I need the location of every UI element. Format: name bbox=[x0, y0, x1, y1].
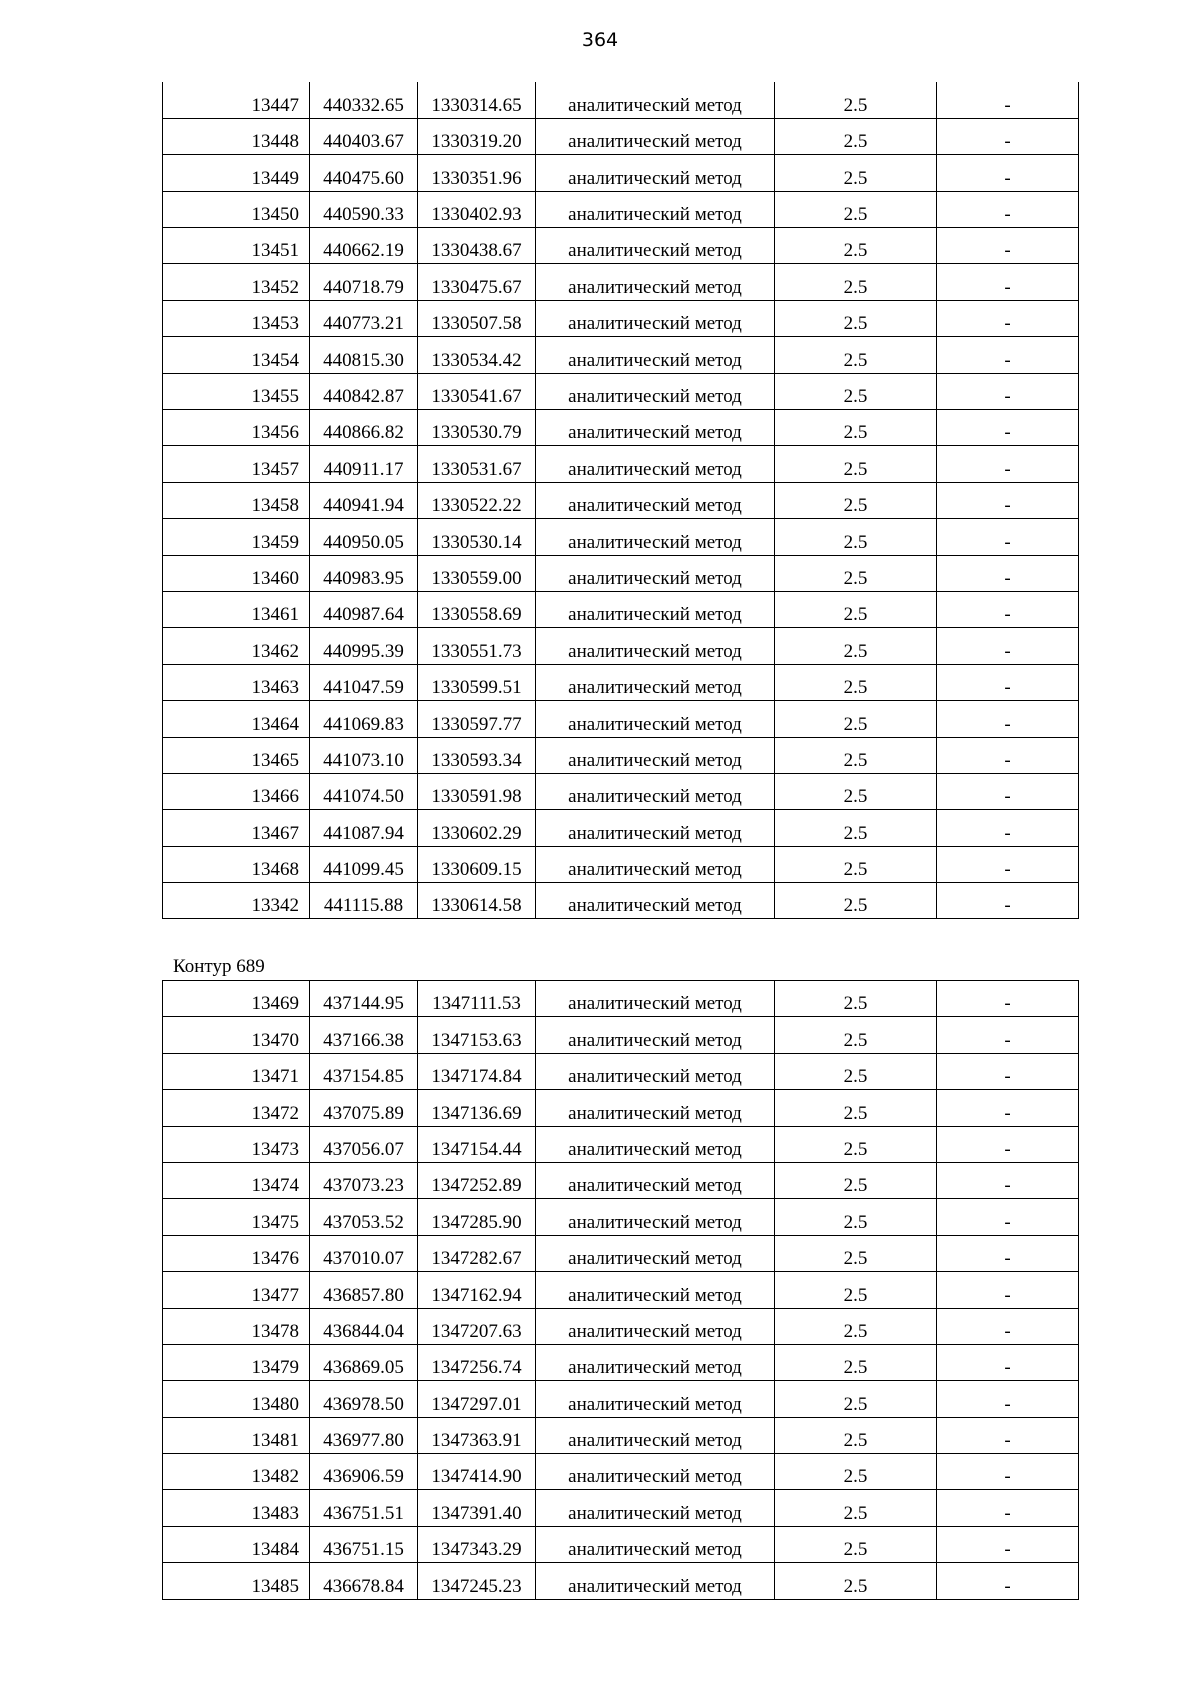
y-coordinate-cell: 1330475.67 bbox=[418, 264, 536, 300]
method-cell: аналитический метод bbox=[536, 1090, 775, 1126]
x-coordinate-cell: 440866.82 bbox=[310, 410, 418, 446]
accuracy-cell: 2.5 bbox=[775, 1308, 937, 1344]
method-cell: аналитический метод bbox=[536, 1126, 775, 1162]
x-coordinate-cell: 441073.10 bbox=[310, 737, 418, 773]
method-cell: аналитический метод bbox=[536, 846, 775, 882]
x-coordinate-cell: 441099.45 bbox=[310, 846, 418, 882]
method-cell: аналитический метод bbox=[536, 1272, 775, 1308]
accuracy-cell: 2.5 bbox=[775, 810, 937, 846]
accuracy-cell: 2.5 bbox=[775, 1090, 937, 1126]
x-coordinate-cell: 437166.38 bbox=[310, 1017, 418, 1053]
y-coordinate-cell: 1347111.53 bbox=[418, 981, 536, 1017]
dash-cell: - bbox=[937, 591, 1079, 627]
point-number-cell: 13459 bbox=[163, 519, 310, 555]
accuracy-cell: 2.5 bbox=[775, 664, 937, 700]
dash-cell: - bbox=[937, 264, 1079, 300]
dash-cell: - bbox=[937, 664, 1079, 700]
point-number-cell: 13485 bbox=[163, 1563, 310, 1599]
table-row bbox=[163, 300, 1079, 336]
x-coordinate-cell: 440842.87 bbox=[310, 373, 418, 409]
point-number-cell: 13457 bbox=[163, 446, 310, 482]
method-cell: аналитический метод bbox=[536, 155, 775, 191]
point-number-cell: 13449 bbox=[163, 155, 310, 191]
dash-cell: - bbox=[937, 1162, 1079, 1198]
table-row bbox=[163, 555, 1079, 591]
accuracy-cell: 2.5 bbox=[775, 981, 937, 1017]
table-row bbox=[163, 1199, 1079, 1235]
point-number-cell: 13451 bbox=[163, 228, 310, 264]
table-row bbox=[163, 1490, 1079, 1526]
dash-cell: - bbox=[937, 191, 1079, 227]
table-row bbox=[163, 519, 1079, 555]
dash-cell: - bbox=[937, 628, 1079, 664]
table-row bbox=[163, 1162, 1079, 1198]
point-number-cell: 13479 bbox=[163, 1344, 310, 1380]
point-number-cell: 13456 bbox=[163, 410, 310, 446]
table-row bbox=[163, 1381, 1079, 1417]
y-coordinate-cell: 1347153.63 bbox=[418, 1017, 536, 1053]
table-row bbox=[163, 337, 1079, 373]
point-number-cell: 13482 bbox=[163, 1454, 310, 1490]
x-coordinate-cell: 436857.80 bbox=[310, 1272, 418, 1308]
y-coordinate-cell: 1347391.40 bbox=[418, 1490, 536, 1526]
table-row bbox=[163, 1126, 1079, 1162]
accuracy-cell: 2.5 bbox=[775, 410, 937, 446]
point-number-cell: 13452 bbox=[163, 264, 310, 300]
point-number-cell: 13483 bbox=[163, 1490, 310, 1526]
x-coordinate-cell: 440662.19 bbox=[310, 228, 418, 264]
method-cell: аналитический метод bbox=[536, 664, 775, 700]
table-row bbox=[163, 883, 1079, 919]
x-coordinate-cell: 436978.50 bbox=[310, 1381, 418, 1417]
table-row bbox=[163, 846, 1079, 882]
dash-cell: - bbox=[937, 1344, 1079, 1380]
table-row bbox=[163, 773, 1079, 809]
dash-cell: - bbox=[937, 737, 1079, 773]
table-row bbox=[163, 1235, 1079, 1271]
x-coordinate-cell: 440815.30 bbox=[310, 337, 418, 373]
table-row bbox=[163, 1308, 1079, 1344]
dash-cell: - bbox=[937, 1454, 1079, 1490]
x-coordinate-cell: 440941.94 bbox=[310, 482, 418, 518]
point-number-cell: 13463 bbox=[163, 664, 310, 700]
y-coordinate-cell: 1330351.96 bbox=[418, 155, 536, 191]
accuracy-cell: 2.5 bbox=[775, 482, 937, 518]
method-cell: аналитический метод bbox=[536, 1162, 775, 1198]
dash-cell: - bbox=[937, 1563, 1079, 1599]
x-coordinate-cell: 440987.64 bbox=[310, 591, 418, 627]
point-number-cell: 13475 bbox=[163, 1199, 310, 1235]
method-cell: аналитический метод bbox=[536, 1563, 775, 1599]
method-cell: аналитический метод bbox=[536, 1490, 775, 1526]
table-row bbox=[163, 628, 1079, 664]
x-coordinate-cell: 436678.84 bbox=[310, 1563, 418, 1599]
table-row bbox=[163, 701, 1079, 737]
point-number-cell: 13453 bbox=[163, 300, 310, 336]
point-number-cell: 13455 bbox=[163, 373, 310, 409]
table-row bbox=[163, 810, 1079, 846]
table-row bbox=[163, 1090, 1079, 1126]
dash-cell: - bbox=[937, 118, 1079, 154]
dash-cell: - bbox=[937, 810, 1079, 846]
method-cell: аналитический метод bbox=[536, 482, 775, 518]
y-coordinate-cell: 1347174.84 bbox=[418, 1053, 536, 1089]
accuracy-cell: 2.5 bbox=[775, 1272, 937, 1308]
accuracy-cell: 2.5 bbox=[775, 373, 937, 409]
point-number-cell: 13472 bbox=[163, 1090, 310, 1126]
accuracy-cell: 2.5 bbox=[775, 519, 937, 555]
dash-cell: - bbox=[937, 337, 1079, 373]
point-number-cell: 13474 bbox=[163, 1162, 310, 1198]
dash-cell: - bbox=[937, 1490, 1079, 1526]
y-coordinate-cell: 1347245.23 bbox=[418, 1563, 536, 1599]
method-cell: аналитический метод bbox=[536, 1417, 775, 1453]
dash-cell: - bbox=[937, 701, 1079, 737]
accuracy-cell: 2.5 bbox=[775, 1417, 937, 1453]
accuracy-cell: 2.5 bbox=[775, 773, 937, 809]
dash-cell: - bbox=[937, 555, 1079, 591]
y-coordinate-cell: 1330314.65 bbox=[418, 82, 536, 118]
table-row bbox=[163, 1454, 1079, 1490]
y-coordinate-cell: 1330541.67 bbox=[418, 373, 536, 409]
point-number-cell: 13467 bbox=[163, 810, 310, 846]
x-coordinate-cell: 440403.67 bbox=[310, 118, 418, 154]
accuracy-cell: 2.5 bbox=[775, 1490, 937, 1526]
method-cell: аналитический метод bbox=[536, 1454, 775, 1490]
x-coordinate-cell: 440718.79 bbox=[310, 264, 418, 300]
dash-cell: - bbox=[937, 410, 1079, 446]
x-coordinate-cell: 440983.95 bbox=[310, 555, 418, 591]
point-number-cell: 13458 bbox=[163, 482, 310, 518]
method-cell: аналитический метод bbox=[536, 1526, 775, 1562]
x-coordinate-cell: 436751.15 bbox=[310, 1526, 418, 1562]
x-coordinate-cell: 440590.33 bbox=[310, 191, 418, 227]
accuracy-cell: 2.5 bbox=[775, 555, 937, 591]
y-coordinate-cell: 1330319.20 bbox=[418, 118, 536, 154]
method-cell: аналитический метод bbox=[536, 1381, 775, 1417]
x-coordinate-cell: 437144.95 bbox=[310, 981, 418, 1017]
dash-cell: - bbox=[937, 446, 1079, 482]
y-coordinate-cell: 1347414.90 bbox=[418, 1454, 536, 1490]
method-cell: аналитический метод bbox=[536, 446, 775, 482]
table-row bbox=[163, 191, 1079, 227]
table-row bbox=[163, 155, 1079, 191]
accuracy-cell: 2.5 bbox=[775, 591, 937, 627]
y-coordinate-cell: 1347154.44 bbox=[418, 1126, 536, 1162]
point-number-cell: 13480 bbox=[163, 1381, 310, 1417]
y-coordinate-cell: 1347207.63 bbox=[418, 1308, 536, 1344]
method-cell: аналитический метод bbox=[536, 519, 775, 555]
x-coordinate-cell: 437075.89 bbox=[310, 1090, 418, 1126]
y-coordinate-cell: 1330438.67 bbox=[418, 228, 536, 264]
y-coordinate-cell: 1330597.77 bbox=[418, 701, 536, 737]
x-coordinate-cell: 437073.23 bbox=[310, 1162, 418, 1198]
y-coordinate-cell: 1347136.69 bbox=[418, 1090, 536, 1126]
point-number-cell: 13460 bbox=[163, 555, 310, 591]
accuracy-cell: 2.5 bbox=[775, 1381, 937, 1417]
accuracy-cell: 2.5 bbox=[775, 1162, 937, 1198]
y-coordinate-cell: 1330559.00 bbox=[418, 555, 536, 591]
table-row bbox=[163, 446, 1079, 482]
accuracy-cell: 2.5 bbox=[775, 155, 937, 191]
x-coordinate-cell: 441115.88 bbox=[310, 883, 418, 919]
point-number-cell: 13471 bbox=[163, 1053, 310, 1089]
x-coordinate-cell: 436751.51 bbox=[310, 1490, 418, 1526]
method-cell: аналитический метод bbox=[536, 555, 775, 591]
table-row bbox=[163, 1344, 1079, 1380]
method-cell: аналитический метод bbox=[536, 701, 775, 737]
x-coordinate-cell: 440475.60 bbox=[310, 155, 418, 191]
table-row bbox=[163, 737, 1079, 773]
y-coordinate-cell: 1347252.89 bbox=[418, 1162, 536, 1198]
dash-cell: - bbox=[937, 1053, 1079, 1089]
accuracy-cell: 2.5 bbox=[775, 737, 937, 773]
y-coordinate-cell: 1347162.94 bbox=[418, 1272, 536, 1308]
point-number-cell: 13484 bbox=[163, 1526, 310, 1562]
y-coordinate-cell: 1330558.69 bbox=[418, 591, 536, 627]
table-row bbox=[163, 981, 1079, 1017]
point-number-cell: 13461 bbox=[163, 591, 310, 627]
dash-cell: - bbox=[937, 846, 1079, 882]
dash-cell: - bbox=[937, 1272, 1079, 1308]
accuracy-cell: 2.5 bbox=[775, 82, 937, 118]
table-row bbox=[163, 1053, 1079, 1089]
x-coordinate-cell: 436977.80 bbox=[310, 1417, 418, 1453]
y-coordinate-cell: 1330402.93 bbox=[418, 191, 536, 227]
accuracy-cell: 2.5 bbox=[775, 1235, 937, 1271]
table-row bbox=[163, 264, 1079, 300]
x-coordinate-cell: 436869.05 bbox=[310, 1344, 418, 1380]
method-cell: аналитический метод bbox=[536, 628, 775, 664]
point-number-cell: 13342 bbox=[163, 883, 310, 919]
accuracy-cell: 2.5 bbox=[775, 1053, 937, 1089]
x-coordinate-cell: 440995.39 bbox=[310, 628, 418, 664]
accuracy-cell: 2.5 bbox=[775, 1126, 937, 1162]
table-row bbox=[163, 1417, 1079, 1453]
method-cell: аналитический метод bbox=[536, 1344, 775, 1380]
accuracy-cell: 2.5 bbox=[775, 701, 937, 737]
y-coordinate-cell: 1330593.34 bbox=[418, 737, 536, 773]
method-cell: аналитический метод bbox=[536, 1017, 775, 1053]
y-coordinate-cell: 1330614.58 bbox=[418, 883, 536, 919]
y-coordinate-cell: 1330522.22 bbox=[418, 482, 536, 518]
method-cell: аналитический метод bbox=[536, 737, 775, 773]
point-number-cell: 13470 bbox=[163, 1017, 310, 1053]
point-number-cell: 13476 bbox=[163, 1235, 310, 1271]
point-number-cell: 13464 bbox=[163, 701, 310, 737]
y-coordinate-cell: 1330534.42 bbox=[418, 337, 536, 373]
table-row bbox=[163, 118, 1079, 154]
dash-cell: - bbox=[937, 82, 1079, 118]
method-cell: аналитический метод bbox=[536, 337, 775, 373]
y-coordinate-cell: 1347282.67 bbox=[418, 1235, 536, 1271]
x-coordinate-cell: 441047.59 bbox=[310, 664, 418, 700]
dash-cell: - bbox=[937, 1417, 1079, 1453]
dash-cell: - bbox=[937, 1235, 1079, 1271]
y-coordinate-cell: 1347343.29 bbox=[418, 1526, 536, 1562]
point-number-cell: 13465 bbox=[163, 737, 310, 773]
accuracy-cell: 2.5 bbox=[775, 883, 937, 919]
x-coordinate-cell: 437056.07 bbox=[310, 1126, 418, 1162]
x-coordinate-cell: 440950.05 bbox=[310, 519, 418, 555]
coordinates-table-bottom bbox=[162, 980, 1079, 1600]
dash-cell: - bbox=[937, 519, 1079, 555]
accuracy-cell: 2.5 bbox=[775, 337, 937, 373]
table-row bbox=[163, 1526, 1079, 1562]
y-coordinate-cell: 1330530.14 bbox=[418, 519, 536, 555]
section-label-contour: Контур 689 bbox=[173, 956, 265, 977]
point-number-cell: 13477 bbox=[163, 1272, 310, 1308]
method-cell: аналитический метод bbox=[536, 591, 775, 627]
coordinates-table-top bbox=[162, 82, 1079, 919]
point-number-cell: 13462 bbox=[163, 628, 310, 664]
dash-cell: - bbox=[937, 1381, 1079, 1417]
page-number: 364 bbox=[581, 29, 619, 51]
y-coordinate-cell: 1347285.90 bbox=[418, 1199, 536, 1235]
point-number-cell: 13466 bbox=[163, 773, 310, 809]
x-coordinate-cell: 440911.17 bbox=[310, 446, 418, 482]
y-coordinate-cell: 1347256.74 bbox=[418, 1344, 536, 1380]
point-number-cell: 13450 bbox=[163, 191, 310, 227]
point-number-cell: 13448 bbox=[163, 118, 310, 154]
accuracy-cell: 2.5 bbox=[775, 264, 937, 300]
table-row bbox=[163, 228, 1079, 264]
method-cell: аналитический метод bbox=[536, 191, 775, 227]
dash-cell: - bbox=[937, 1126, 1079, 1162]
point-number-cell: 13469 bbox=[163, 981, 310, 1017]
table-row bbox=[163, 373, 1079, 409]
x-coordinate-cell: 441069.83 bbox=[310, 701, 418, 737]
method-cell: аналитический метод bbox=[536, 410, 775, 446]
method-cell: аналитический метод bbox=[536, 883, 775, 919]
method-cell: аналитический метод bbox=[536, 1053, 775, 1089]
x-coordinate-cell: 440332.65 bbox=[310, 82, 418, 118]
y-coordinate-cell: 1330507.58 bbox=[418, 300, 536, 336]
accuracy-cell: 2.5 bbox=[775, 628, 937, 664]
y-coordinate-cell: 1330591.98 bbox=[418, 773, 536, 809]
accuracy-cell: 2.5 bbox=[775, 228, 937, 264]
dash-cell: - bbox=[937, 373, 1079, 409]
method-cell: аналитический метод bbox=[536, 300, 775, 336]
dash-cell: - bbox=[937, 1090, 1079, 1126]
dash-cell: - bbox=[937, 981, 1079, 1017]
table-row bbox=[163, 591, 1079, 627]
accuracy-cell: 2.5 bbox=[775, 1454, 937, 1490]
method-cell: аналитический метод bbox=[536, 82, 775, 118]
method-cell: аналитический метод bbox=[536, 373, 775, 409]
x-coordinate-cell: 437053.52 bbox=[310, 1199, 418, 1235]
y-coordinate-cell: 1330530.79 bbox=[418, 410, 536, 446]
accuracy-cell: 2.5 bbox=[775, 300, 937, 336]
table-row bbox=[163, 1272, 1079, 1308]
dash-cell: - bbox=[937, 1017, 1079, 1053]
dash-cell: - bbox=[937, 300, 1079, 336]
dash-cell: - bbox=[937, 1199, 1079, 1235]
method-cell: аналитический метод bbox=[536, 118, 775, 154]
method-cell: аналитический метод bbox=[536, 810, 775, 846]
table-row bbox=[163, 1563, 1079, 1599]
dash-cell: - bbox=[937, 883, 1079, 919]
accuracy-cell: 2.5 bbox=[775, 846, 937, 882]
dash-cell: - bbox=[937, 155, 1079, 191]
table-row bbox=[163, 1017, 1079, 1053]
accuracy-cell: 2.5 bbox=[775, 118, 937, 154]
method-cell: аналитический метод bbox=[536, 1308, 775, 1344]
y-coordinate-cell: 1330551.73 bbox=[418, 628, 536, 664]
method-cell: аналитический метод bbox=[536, 264, 775, 300]
method-cell: аналитический метод bbox=[536, 981, 775, 1017]
x-coordinate-cell: 436844.04 bbox=[310, 1308, 418, 1344]
point-number-cell: 13473 bbox=[163, 1126, 310, 1162]
method-cell: аналитический метод bbox=[536, 1235, 775, 1271]
y-coordinate-cell: 1347363.91 bbox=[418, 1417, 536, 1453]
x-coordinate-cell: 441087.94 bbox=[310, 810, 418, 846]
accuracy-cell: 2.5 bbox=[775, 1017, 937, 1053]
dash-cell: - bbox=[937, 773, 1079, 809]
x-coordinate-cell: 437010.07 bbox=[310, 1235, 418, 1271]
point-number-cell: 13481 bbox=[163, 1417, 310, 1453]
point-number-cell: 13478 bbox=[163, 1308, 310, 1344]
point-number-cell: 13454 bbox=[163, 337, 310, 373]
table-row bbox=[163, 664, 1079, 700]
method-cell: аналитический метод bbox=[536, 228, 775, 264]
point-number-cell: 13447 bbox=[163, 82, 310, 118]
table-row bbox=[163, 410, 1079, 446]
accuracy-cell: 2.5 bbox=[775, 191, 937, 227]
dash-cell: - bbox=[937, 228, 1079, 264]
x-coordinate-cell: 436906.59 bbox=[310, 1454, 418, 1490]
dash-cell: - bbox=[937, 1308, 1079, 1344]
method-cell: аналитический метод bbox=[536, 773, 775, 809]
x-coordinate-cell: 440773.21 bbox=[310, 300, 418, 336]
point-number-cell: 13468 bbox=[163, 846, 310, 882]
y-coordinate-cell: 1330599.51 bbox=[418, 664, 536, 700]
y-coordinate-cell: 1347297.01 bbox=[418, 1381, 536, 1417]
dash-cell: - bbox=[937, 1526, 1079, 1562]
accuracy-cell: 2.5 bbox=[775, 1563, 937, 1599]
accuracy-cell: 2.5 bbox=[775, 1199, 937, 1235]
table-row bbox=[163, 82, 1079, 118]
accuracy-cell: 2.5 bbox=[775, 1344, 937, 1380]
x-coordinate-cell: 441074.50 bbox=[310, 773, 418, 809]
x-coordinate-cell: 437154.85 bbox=[310, 1053, 418, 1089]
method-cell: аналитический метод bbox=[536, 1199, 775, 1235]
accuracy-cell: 2.5 bbox=[775, 446, 937, 482]
y-coordinate-cell: 1330602.29 bbox=[418, 810, 536, 846]
table-row bbox=[163, 482, 1079, 518]
y-coordinate-cell: 1330609.15 bbox=[418, 846, 536, 882]
y-coordinate-cell: 1330531.67 bbox=[418, 446, 536, 482]
accuracy-cell: 2.5 bbox=[775, 1526, 937, 1562]
dash-cell: - bbox=[937, 482, 1079, 518]
